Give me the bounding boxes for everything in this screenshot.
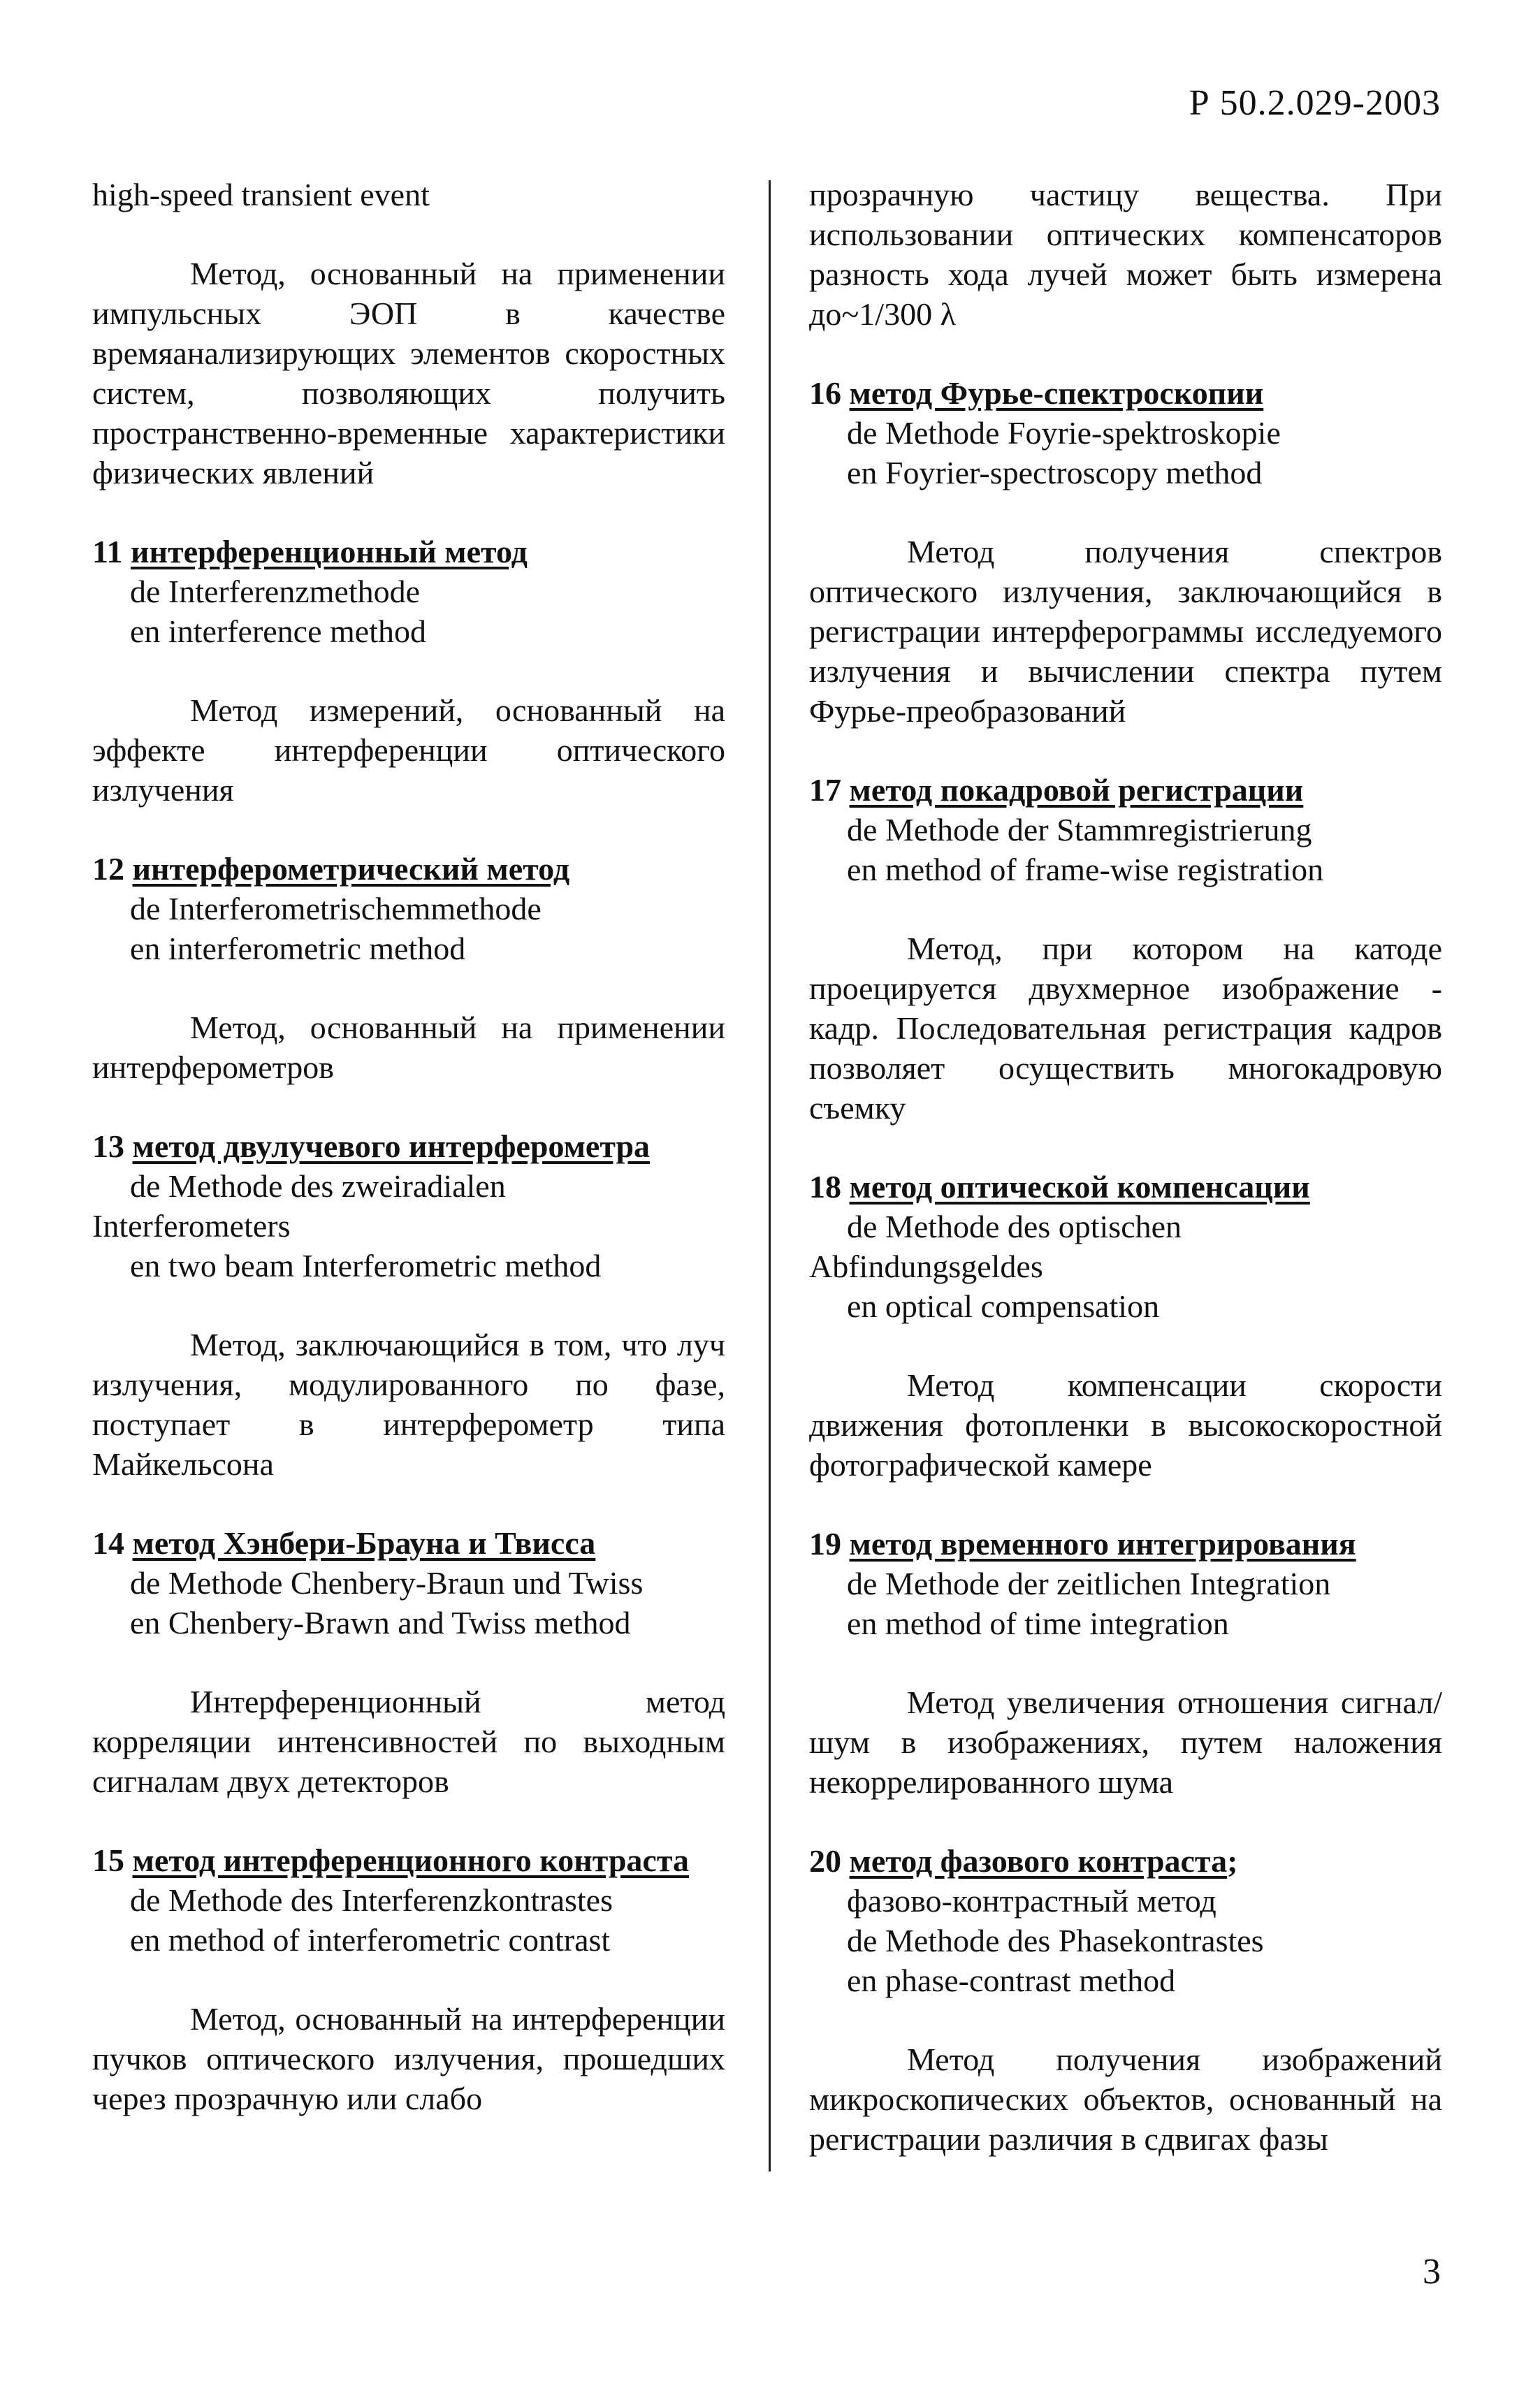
german-equivalent: de Methode des Phasekontrastes: [847, 1923, 1264, 1958]
term-name: метод интерференционного контраста: [132, 1842, 690, 1878]
english-equivalent: en Chenbery-Brawn and Twiss method: [130, 1605, 631, 1641]
spacer: [92, 968, 725, 1007]
term-number: 11: [92, 534, 123, 569]
german-equivalent-continued: Abfindungsgeldes: [809, 1249, 1043, 1284]
term-heading: [92, 1840, 725, 1880]
term-number: 14: [92, 1525, 124, 1561]
definition: Метод получения изображений микроскопических объектов, основанный на регистрации различия в сдвигах фазы: [809, 2042, 1442, 2157]
term-name: метод Фурье-спектроскопии: [849, 375, 1264, 411]
definition: Метод измерений, основанный на эффекте интерференции оптического излучения: [92, 692, 725, 808]
spacer: [92, 1087, 725, 1126]
english-equivalent: en method of time integration: [847, 1606, 1229, 1641]
german-equivalent: de Interferenzmethode: [130, 574, 421, 609]
english-equivalent: en interferometric method: [130, 931, 466, 966]
spacer: [809, 1643, 1442, 1682]
english-equivalent: en interference method: [130, 613, 426, 649]
term-number: 20: [809, 1843, 841, 1879]
spacer: [809, 731, 1442, 770]
spacer: [809, 493, 1442, 532]
term-heading: [809, 770, 1442, 810]
term-number: 15: [92, 1842, 124, 1878]
term-name: метод оптической компенсации: [849, 1169, 1310, 1205]
term-name: интерферометрический метод: [132, 851, 570, 887]
english-equivalent: en Foyrier-spectroscopy method: [847, 455, 1263, 490]
german-equivalent: de Methode des Interferenzkontrastes: [130, 1882, 613, 1918]
term-name: метод временного интегрирования: [849, 1526, 1356, 1562]
term-number: 19: [809, 1526, 841, 1562]
term-name: метод фазового контраста: [849, 1843, 1228, 1879]
page-number: 3: [1423, 2252, 1441, 2292]
definition: Метод, заключающийся в том, что луч излучения, модулированного по фазе, поступает в интерферометр типа Майкельсона: [92, 1327, 725, 1482]
definition: Метод увеличения отношения сигнал/шум в изображениях, путем наложения некоррелированного шума: [809, 1685, 1442, 1800]
definition: Интерференционный метод корреляции интенсивностей по выходным сигналам двух детекторов: [92, 1684, 725, 1799]
definition: Метод компенсации скорости движения фотопленки в высокоскоростной фотографической камере: [809, 1367, 1442, 1483]
german-equivalent: de Interferometrischemmethode: [130, 891, 542, 926]
spacer: [92, 810, 725, 849]
german-equivalent: de Methode Foyrie-spektroskopie: [847, 415, 1281, 451]
english-equivalent: en method of frame-wise registration: [847, 852, 1324, 887]
spacer: [92, 493, 725, 532]
term-entry-17: [809, 770, 1442, 1128]
term-name: метод покадровой регистрации: [849, 772, 1304, 808]
term-heading: [92, 849, 725, 889]
synonym: фазово-контрастный метод: [847, 1883, 1216, 1919]
english-equivalent: en phase-contrast method: [847, 1963, 1176, 1998]
spacer: [809, 1485, 1442, 1524]
term-name: метод Хэнбери-Брауна и Твисса: [132, 1525, 596, 1561]
term-entry-18: [809, 1167, 1442, 1485]
definition: Метод, основанный на применении интерферометров: [92, 1010, 725, 1085]
spacer: [92, 214, 725, 254]
term-entry-12: [92, 849, 725, 1087]
term-heading: [809, 1841, 1442, 1881]
german-equivalent-continued: Interferometers: [92, 1208, 291, 1244]
german-equivalent: de Methode der Stammregistrierung: [847, 812, 1312, 848]
german-equivalent: de Methode Chenbery-Braun und Twiss: [130, 1565, 644, 1601]
spacer: [92, 1960, 725, 1999]
term-suffix: ;: [1227, 1843, 1238, 1879]
term-entry-15: [92, 1840, 725, 2118]
english-equivalent: en method of interferometric contrast: [130, 1922, 611, 1958]
spacer: [92, 1643, 725, 1682]
definition-continuation: прозрачную частицу вещества. При использовании оптических компенсаторов разность хода лучей может быть измерена до~1/300 λ: [809, 177, 1442, 332]
german-equivalent: de Methode des optischen: [847, 1209, 1182, 1244]
definition: Метод, основанный на применении импульсных ЭОП в качестве времяанализирующих элементов скоростных систем, позволяющих получить пространственно-временные характеристики физических явлений: [92, 256, 725, 490]
term-number: 12: [92, 851, 124, 887]
definition: Метод, при котором на катоде проецируется двухмерное изображение - кадр. Последовательная регистрация кадров позволяет осуществить многокадровую съемку: [809, 931, 1442, 1126]
term-heading: [92, 532, 725, 572]
term-heading: [809, 1167, 1442, 1207]
spacer: [809, 2000, 1442, 2039]
term-name: интерференционный метод: [130, 534, 528, 569]
english-equivalent: en optical compensation: [847, 1288, 1160, 1324]
spacer: [92, 1801, 725, 1840]
definition: Метод получения спектров оптического излучения, заключающийся в регистрации интерферограммы исследуемого излучения и вычислении спектра путем Фурье-преобразований: [809, 534, 1442, 729]
spacer: [92, 1286, 725, 1325]
term-entry-20: [809, 1841, 1442, 2159]
spacer: [809, 1128, 1442, 1167]
term-entry-11: [92, 532, 725, 810]
column-divider: [769, 180, 771, 2172]
term-entry-16: [809, 373, 1442, 731]
spacer: [809, 889, 1442, 929]
left-column: [92, 175, 725, 2118]
term-heading: [92, 1126, 725, 1166]
spacer: [809, 334, 1442, 373]
top-english-term: high-speed transient event: [92, 177, 430, 212]
term-entry-14: [92, 1523, 725, 1801]
term-heading: [809, 373, 1442, 413]
german-equivalent: de Methode der zeitlichen Integration: [847, 1566, 1331, 1601]
definition: Метод, основанный на интерференции пучков оптического излучения, прошедших через прозрачную или слабо: [92, 2001, 725, 2116]
spacer: [92, 1484, 725, 1523]
spacer: [92, 651, 725, 690]
document-code: Р 50.2.029-2003: [1189, 83, 1441, 123]
term-heading: [92, 1523, 725, 1563]
spacer: [809, 1326, 1442, 1365]
term-number: 17: [809, 772, 841, 808]
term-number: 16: [809, 375, 841, 411]
spacer: [809, 1802, 1442, 1841]
german-equivalent: de Methode des zweiradialen: [130, 1168, 506, 1204]
term-entry-13: [92, 1126, 725, 1484]
english-equivalent: en two beam Interferometric method: [130, 1248, 602, 1283]
term-entry-19: [809, 1524, 1442, 1802]
term-number: 18: [809, 1169, 841, 1205]
term-heading: [809, 1524, 1442, 1564]
right-column: [809, 175, 1442, 2159]
term-number: 13: [92, 1128, 124, 1164]
term-name: метод двулучевого интерферометра: [132, 1128, 651, 1164]
